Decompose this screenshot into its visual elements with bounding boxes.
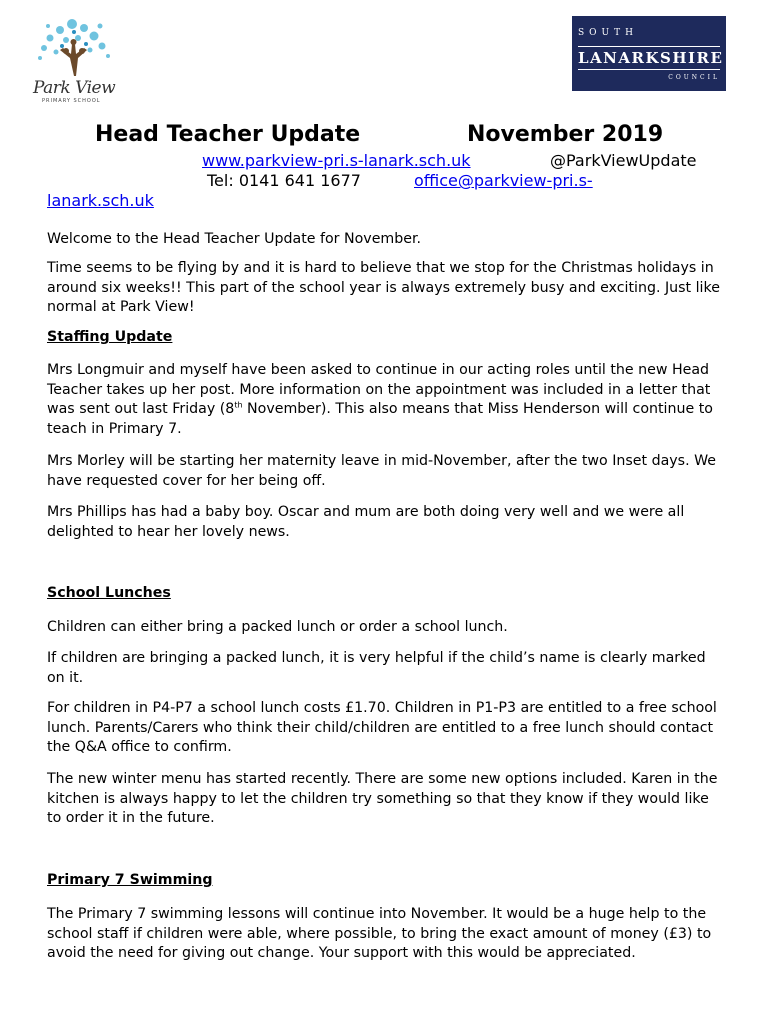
staffing-heading: Staffing Update	[47, 329, 173, 345]
lunches-paragraph-3: For children in P4-P7 a school lunch costs £1.70. Children in P1-P3 are entitled to a free school lunch. Parents/Carers who think their child/children are entitled to a free lunch should contact the Q&A office to confirm.	[47, 700, 717, 756]
tree-icon	[30, 18, 130, 78]
twitter-handle: @ParkViewUpdate	[550, 151, 697, 170]
staffing-paragraph-1: Mrs Longmuir and myself have been asked to continue in our acting roles until the new Head Teacher takes up her post. More information on the appointment was included in a letter that was sent out last Friday (8th November). This also means that Miss Henderson will continue to teach in Primary 7.	[47, 362, 713, 437]
park-view-logo	[30, 18, 130, 106]
lunches-paragraph-4: The new winter menu has started recently. There are some new options included. Karen in the kitchen is always happy to let the children try something so that they know if they would like to order it in the future.	[47, 771, 718, 827]
lunches-paragraph-2: If children are bringing a packed lunch, it is very helpful if the child’s name is clearly marked on it.	[47, 650, 706, 686]
staffing-paragraph-3: Mrs Phillips has had a baby boy. Oscar and mum are both doing very well and we were all delighted to hear her lovely news.	[47, 504, 685, 540]
logo-name: Park View	[33, 78, 116, 98]
lunches-heading: School Lunches	[47, 585, 171, 601]
council-logo-divider	[578, 69, 720, 70]
lunches-paragraph-1: Children can either bring a packed lunch or order a school lunch.	[47, 619, 508, 635]
council-logo-divider	[578, 46, 720, 47]
website-link[interactable]: www.parkview-pri.s-lanark.sch.uk	[202, 151, 471, 170]
council-logo-line1: SOUTH	[578, 28, 638, 38]
email-link[interactable]: office@parkview-pri.s-	[414, 171, 593, 190]
council-logo-line2: LANARKSHIRE	[578, 49, 724, 67]
email-link-continued[interactable]: lanark.sch.uk	[47, 191, 154, 210]
south-lanarkshire-council-logo	[572, 16, 726, 91]
intro-paragraph-2: Time seems to be flying by and it is hard to believe that we stop for the Christmas holidays in around six weeks!! This part of the school year is always extremely busy and exciting. Just like normal at Park View!	[47, 260, 720, 316]
page-title: Head Teacher Update	[95, 122, 361, 147]
staffing-paragraph-2: Mrs Morley will be starting her maternity leave in mid-November, after the two Inset days. We have requested cover for her being off.	[47, 453, 717, 489]
council-logo-line3: COUNCIL	[668, 74, 720, 81]
swimming-paragraph-1: The Primary 7 swimming lessons will continue into November. It would be a huge help to the school staff if children were able, where possible, to bring the exact amount of money (£3) to avoid the need for giving out change. Your support with this would be appreciated.	[47, 906, 712, 962]
telephone: Tel: 0141 641 1677	[207, 171, 361, 190]
intro-paragraph-1: Welcome to the Head Teacher Update for November.	[47, 231, 422, 247]
page-date: November 2019	[467, 122, 664, 147]
swimming-heading: Primary 7 Swimming	[47, 872, 213, 888]
logo-subtitle: PRIMARY SCHOOL	[42, 98, 101, 104]
